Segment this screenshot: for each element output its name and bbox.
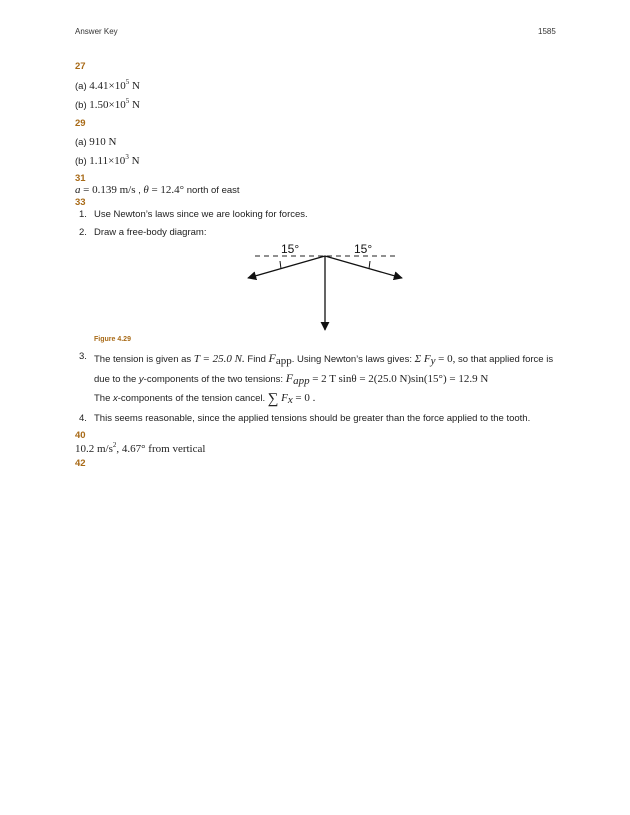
problem-number-27: 27 (75, 61, 86, 72)
free-body-diagram (230, 238, 430, 336)
answer-40: 10.2 $m/s^2$, 4.67° from vertical (75, 441, 206, 455)
running-header: Answer Key (75, 27, 118, 36)
answer-27b (75, 99, 140, 111)
answer-27a (75, 80, 140, 92)
problem-number-33: 33 (75, 197, 86, 208)
part-label: (a) (75, 137, 87, 148)
problem-number-31: 31 (75, 173, 86, 184)
step-3-number: 3. (79, 351, 87, 362)
right-tension-arrow (325, 256, 402, 278)
step-1-text: Use Newton’s laws since we are looking for forces. (94, 209, 308, 220)
left-angle-label: 15° (281, 242, 300, 256)
answer-31: a = 0.139 m/s , θ = 12.4° north of east (75, 184, 240, 196)
figure-caption: Figure 4.29 (94, 336, 131, 343)
part-label: (b) (75, 100, 87, 111)
right-angle-tick (369, 261, 370, 269)
problem-number-42: 42 (75, 458, 86, 469)
answer-29a (75, 136, 116, 148)
step-3-line-1: The tension is given as T = 25.0 N. Find $F_{app}$. Using Newton’s laws gives: Σ $F_y = 0$, so that applied force is (94, 351, 554, 367)
problem-number-29: 29 (75, 118, 86, 129)
right-angle-label: 15° (354, 242, 373, 256)
step-4-number: 4. (79, 413, 87, 424)
step-2-text: Draw a free-body diagram: (94, 227, 207, 238)
answer-29b (75, 155, 140, 167)
step-3-line-2: due to the y-components of the two tensions: $F_{app} = 2$ T sinθ = 2(25.0 N)sin(15°) = 12.9 N (94, 371, 489, 387)
left-angle-tick (280, 261, 281, 269)
answer-value: $1.11\times 10^3$ N (89, 153, 140, 167)
problem-number-40: 40 (75, 430, 86, 441)
page-number: 1585 (538, 27, 556, 36)
left-tension-arrow (248, 256, 325, 278)
step-2-number: 2. (79, 227, 87, 238)
part-label: (a) (75, 81, 87, 92)
step-1-number: 1. (79, 209, 87, 220)
answer-value: $1.50\times 10^5$ N (89, 97, 140, 111)
step-3-line-3: The x-components of the tension cancel. ∑ $F_x = 0$ . (94, 391, 316, 407)
part-label: (b) (75, 156, 87, 167)
answer-value: 910 N (89, 136, 117, 148)
step-4-text: This seems reasonable, since the applied tensions should be greater than the force applied to the tooth. (94, 413, 531, 424)
answer-value: $4.41\times 10^5$ N (89, 78, 140, 92)
